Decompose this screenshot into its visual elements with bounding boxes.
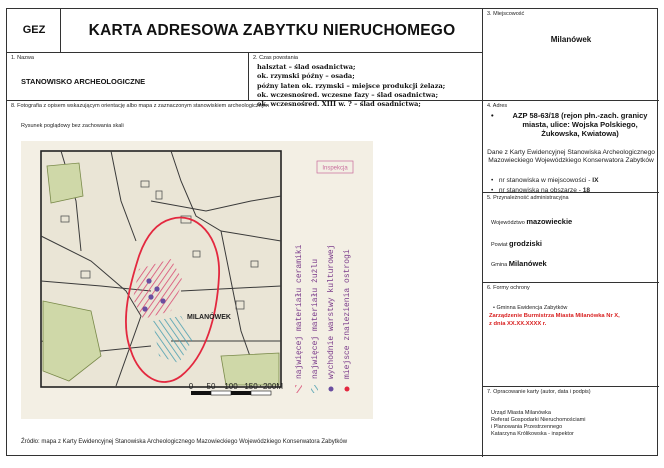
address-card-form bbox=[6, 8, 658, 456]
author-line: Katarzyna Królikowska - inspektor bbox=[491, 431, 574, 437]
author-line: i Planowania Przestrzennego bbox=[491, 424, 563, 430]
author-line: Referat Gospodarki Nieruchomościami bbox=[491, 417, 586, 423]
legend-culture-layer: wychodnie warstwy kulturowej bbox=[327, 244, 336, 379]
dating-item: późny laten ok. rzymski – miejsce produkcji żelaza; bbox=[257, 81, 446, 90]
bullet: • bbox=[491, 111, 494, 120]
title-cell bbox=[61, 9, 483, 53]
card-title: KARTA ADRESOWA ZABYTKU NIERUCHOMEGO bbox=[88, 22, 456, 39]
protection-item: • Gminna Ewidencja Zabytków bbox=[493, 305, 568, 311]
map-section-label: 8. Fotografia z opisem wskazującym orientację albo mapa z zaznaczonym stanowiskiem archeologicznym bbox=[11, 103, 270, 109]
address-cell bbox=[483, 101, 659, 193]
legend-spur: miejsce znalezienia ostrogi bbox=[343, 249, 352, 379]
dating-item: halsztat – ślad osadnictwa; bbox=[257, 63, 356, 71]
card-code: GEZ bbox=[22, 24, 46, 36]
scale-tick: 100 bbox=[224, 382, 238, 391]
site-map bbox=[21, 141, 373, 419]
site-number-area: • nr stanowiska na obszarze - 18 bbox=[491, 187, 591, 194]
locality-value: Milanówek bbox=[550, 35, 592, 44]
dating-item: ok. wczesnośred. wczesne fazy – ślad osadnictwa; bbox=[257, 90, 439, 99]
voivodeship-row: Województwo mazowieckie bbox=[491, 217, 573, 226]
dating-item: ok. rzymski późny – osada; bbox=[257, 72, 355, 81]
name-value: STANOWISKO ARCHEOLOGICZNE bbox=[21, 77, 146, 86]
legend-ceramics: najwięcej materiału ceramiki bbox=[295, 244, 304, 379]
locality-label: 3. Miejscowość bbox=[487, 11, 525, 17]
scale-tick: 150 bbox=[244, 382, 258, 391]
legend-slag: najwięcej materiału żużlu bbox=[311, 258, 320, 379]
administrative-label: 5. Przynależność administracyjna bbox=[487, 195, 569, 201]
map-cell bbox=[7, 101, 483, 457]
drawing-note: Rysunek poglądowy bez zachowania skali bbox=[21, 123, 124, 129]
address-main bbox=[491, 111, 655, 138]
dating-label: 2. Czas powstania bbox=[253, 55, 298, 61]
scale-tick: 50 bbox=[206, 382, 216, 391]
scale-tick: 0 bbox=[188, 382, 194, 391]
author-cell bbox=[483, 387, 659, 457]
address-main-text: AZP 58-63/18 (rejon płn.-zach. granicy miasta, ulice: Wojska Polskiego, Żukowska, Kwiatowa) bbox=[512, 111, 648, 138]
map-place-label: MILANÓWEK bbox=[187, 314, 231, 321]
author-label: 7. Opracowanie karty (autor, data i podpis) bbox=[487, 389, 591, 395]
scale-tick: 200M bbox=[262, 382, 284, 391]
locality-cell bbox=[483, 9, 659, 101]
map-source: Źródło: mapa z Karty Ewidencyjnej Stanowiska Archeologicznego Mazowieckiego Wojewódzkiego Konserwatora Zabytków bbox=[21, 439, 348, 445]
address-note: Dane z Karty Ewidencyjnej Stanowiska Archeologicznego Mazowieckiego Wojewódzkiego Konserwatora Zabytków bbox=[487, 149, 655, 164]
site-number-locality: • nr stanowiska w miejscowości - IX bbox=[491, 177, 599, 184]
stamp-text: Inspekcja bbox=[322, 165, 348, 172]
commune-row: Gmina Milanówek bbox=[491, 259, 547, 268]
name-label: 1. Nazwa bbox=[11, 55, 34, 61]
administrative-cell bbox=[483, 193, 659, 283]
protection-label: 6. Formy ochrony bbox=[487, 285, 530, 291]
dating-item: ok. wczesnośred. XIII w. ? – ślad osadnictwa; bbox=[257, 100, 421, 109]
code-cell bbox=[7, 9, 61, 53]
author-line: Urząd Miasta Milanówka bbox=[491, 410, 551, 416]
protection-cell bbox=[483, 283, 659, 387]
ordinance-date: z dnia XX.XX.XXXX r. bbox=[489, 321, 547, 327]
name-cell bbox=[7, 53, 249, 101]
address-label: 4. Adres bbox=[487, 103, 508, 109]
ordinance-line: Zarządzenie Burmistrza Miasta Milanówka Nr X, bbox=[489, 313, 620, 319]
dating-cell bbox=[249, 53, 483, 109]
county-row: Powiat grodziski bbox=[491, 239, 542, 248]
